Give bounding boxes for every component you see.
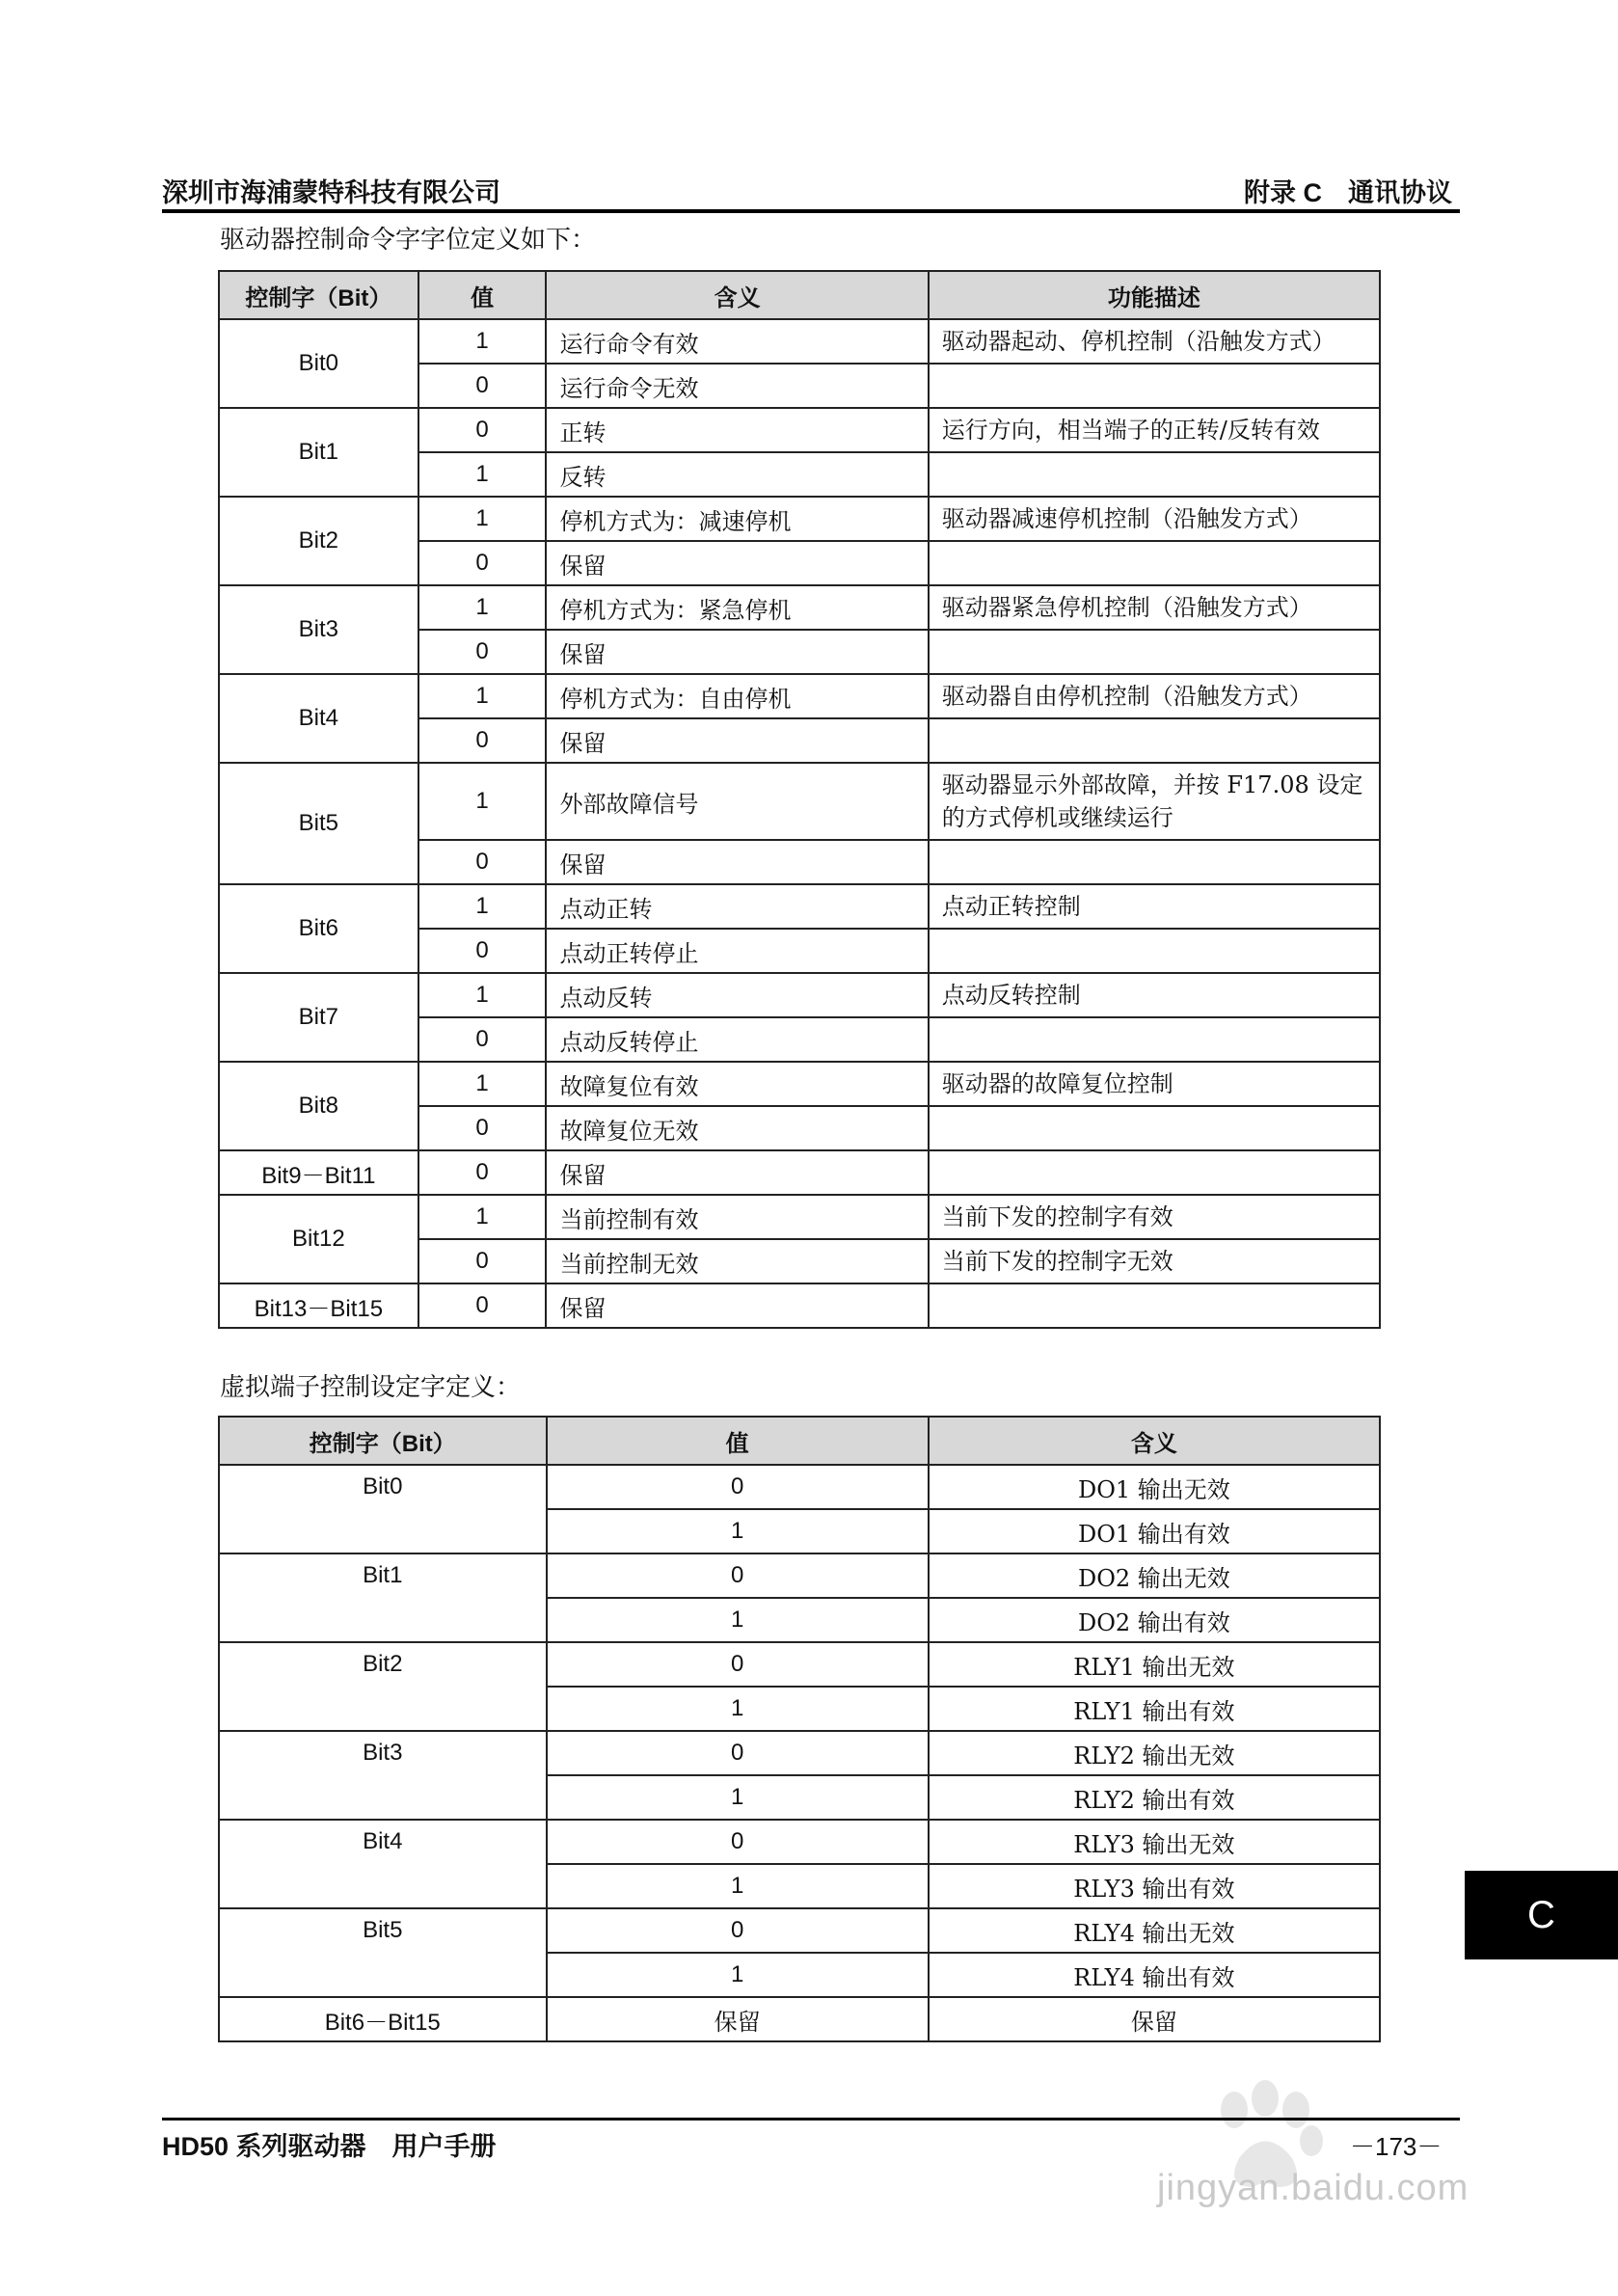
bit-cell: Bit8 xyxy=(219,1062,418,1150)
meaning-cell: 运行命令无效 xyxy=(546,364,928,408)
value-cell: 0 xyxy=(418,718,547,763)
value-cell: 0 xyxy=(418,929,547,973)
value-cell: 0 xyxy=(418,1239,547,1283)
meaning-cell: RLY4 输出无效 xyxy=(929,1908,1380,1953)
table-row xyxy=(219,585,1380,630)
col-header: 控制字（Bit） xyxy=(219,1417,547,1465)
meaning-cell: RLY1 输出有效 xyxy=(929,1687,1380,1731)
table-row xyxy=(219,408,1380,452)
meaning-cell: 停机方式为：减速停机 xyxy=(546,497,928,541)
bit-cell: Bit3 xyxy=(219,585,418,674)
value-cell: 0 xyxy=(418,541,547,585)
value-cell: 1 xyxy=(418,1195,547,1239)
meaning-cell: 点动正转停止 xyxy=(546,929,928,973)
table-row xyxy=(219,674,1380,718)
description-cell: 驱动器自由停机控制（沿触发方式） xyxy=(929,674,1380,718)
table-row xyxy=(219,1150,1380,1195)
header-rule xyxy=(162,209,1460,213)
meaning-cell: 保留 xyxy=(546,1150,928,1195)
col-header: 值 xyxy=(418,271,547,319)
table-row xyxy=(219,1195,1380,1239)
table-header-row xyxy=(219,271,1380,319)
description-cell: 驱动器显示外部故障，并按 F17.08 设定的方式停机或继续运行 xyxy=(929,763,1380,840)
page-number: －173－ xyxy=(1350,2132,1443,2161)
bit-cell: Bit0 xyxy=(219,1465,547,1553)
description-cell: 当前下发的控制字有效 xyxy=(929,1195,1380,1239)
bit-cell: Bit4 xyxy=(219,674,418,763)
meaning-cell: 正转 xyxy=(546,408,928,452)
value-cell: 1 xyxy=(547,1509,929,1553)
description-cell: 运行方向，相当端子的正转/反转有效 xyxy=(929,408,1380,452)
bit-cell: Bit3 xyxy=(219,1731,547,1820)
value-cell: 0 xyxy=(418,364,547,408)
bit-cell: Bit13－Bit15 xyxy=(219,1283,418,1328)
section2-intro: 虚拟端子控制设定字定义： xyxy=(220,1373,522,1402)
bit-cell: Bit9－Bit11 xyxy=(219,1150,418,1195)
bit-cell: Bit7 xyxy=(219,973,418,1062)
table-row xyxy=(219,497,1380,541)
description-cell xyxy=(929,718,1380,763)
meaning-cell: DO2 输出有效 xyxy=(929,1598,1380,1642)
value-cell: 0 xyxy=(547,1642,929,1687)
table-row xyxy=(219,763,1380,840)
bit-cell: Bit5 xyxy=(219,763,418,884)
description-cell: 驱动器紧急停机控制（沿触发方式） xyxy=(929,585,1380,630)
description-cell: 驱动器的故障复位控制 xyxy=(929,1062,1380,1106)
value-cell: 0 xyxy=(418,840,547,884)
col-header: 功能描述 xyxy=(929,271,1380,319)
meaning-cell: 保留 xyxy=(929,1997,1380,2041)
table-row xyxy=(219,1908,1380,1953)
meaning-cell: 当前控制无效 xyxy=(546,1239,928,1283)
value-cell: 1 xyxy=(547,1775,929,1820)
description-cell xyxy=(929,452,1380,497)
value-cell: 1 xyxy=(547,1864,929,1908)
meaning-cell: 保留 xyxy=(546,718,928,763)
footer-rule xyxy=(162,2118,1460,2120)
value-cell: 1 xyxy=(418,674,547,718)
meaning-cell: RLY3 输出无效 xyxy=(929,1820,1380,1864)
table-row xyxy=(219,319,1380,364)
col-header: 值 xyxy=(547,1417,929,1465)
meaning-cell: 反转 xyxy=(546,452,928,497)
chapter-side-tab: C xyxy=(1465,1871,1618,1959)
meaning-cell: 故障复位有效 xyxy=(546,1062,928,1106)
description-cell: 点动正转控制 xyxy=(929,884,1380,929)
page-header xyxy=(162,166,1460,206)
section1-intro: 驱动器控制命令字字位定义如下： xyxy=(220,226,597,255)
meaning-cell: 停机方式为：自由停机 xyxy=(546,674,928,718)
description-cell: 当前下发的控制字无效 xyxy=(929,1239,1380,1283)
description-cell xyxy=(929,630,1380,674)
table-row xyxy=(219,1997,1380,2041)
meaning-cell: 保留 xyxy=(546,1283,928,1328)
meaning-cell: RLY2 输出有效 xyxy=(929,1775,1380,1820)
meaning-cell: RLY1 输出无效 xyxy=(929,1642,1380,1687)
value-cell: 0 xyxy=(418,1017,547,1062)
bit-cell: Bit0 xyxy=(219,319,418,408)
value-cell: 1 xyxy=(418,497,547,541)
value-cell: 1 xyxy=(418,973,547,1017)
value-cell: 1 xyxy=(418,1062,547,1106)
description-cell: 驱动器减速停机控制（沿触发方式） xyxy=(929,497,1380,541)
value-cell: 1 xyxy=(418,763,547,840)
bit-cell: Bit4 xyxy=(219,1820,547,1908)
value-cell: 1 xyxy=(547,1598,929,1642)
value-cell: 0 xyxy=(418,1106,547,1150)
bit-cell: Bit6－Bit15 xyxy=(219,1997,547,2041)
value-cell: 0 xyxy=(418,408,547,452)
meaning-cell: 点动反转停止 xyxy=(546,1017,928,1062)
value-cell: 0 xyxy=(418,630,547,674)
col-header: 控制字（Bit） xyxy=(219,271,418,319)
meaning-cell: 保留 xyxy=(546,541,928,585)
bit-cell: Bit5 xyxy=(219,1908,547,1997)
meaning-cell: 保留 xyxy=(546,840,928,884)
description-cell xyxy=(929,929,1380,973)
table-row xyxy=(219,973,1380,1017)
value-cell: 0 xyxy=(418,1283,547,1328)
table-row xyxy=(219,1062,1380,1106)
bit-cell: Bit12 xyxy=(219,1195,418,1283)
bit-cell: Bit6 xyxy=(219,884,418,973)
meaning-cell: DO1 输出有效 xyxy=(929,1509,1380,1553)
bit-cell: Bit2 xyxy=(219,1642,547,1731)
meaning-cell: 故障复位无效 xyxy=(546,1106,928,1150)
meaning-cell: RLY4 输出有效 xyxy=(929,1953,1380,1997)
table-row xyxy=(219,1553,1380,1598)
description-cell xyxy=(929,1150,1380,1195)
value-cell: 0 xyxy=(547,1908,929,1953)
value-cell: 0 xyxy=(547,1820,929,1864)
control-word-table xyxy=(218,270,1381,1329)
table-row xyxy=(219,1465,1380,1509)
meaning-cell: 外部故障信号 xyxy=(546,763,928,840)
bit-cell: Bit1 xyxy=(219,408,418,497)
description-cell xyxy=(929,1017,1380,1062)
table-row xyxy=(219,1283,1380,1328)
table-header-row xyxy=(219,1417,1380,1465)
value-cell: 0 xyxy=(418,1150,547,1195)
value-cell: 0 xyxy=(547,1553,929,1598)
description-cell xyxy=(929,541,1380,585)
description-cell xyxy=(929,840,1380,884)
watermark-text: jingyan.baidu.com xyxy=(1157,2168,1470,2208)
virtual-terminal-table xyxy=(218,1416,1381,2042)
meaning-cell: 点动反转 xyxy=(546,973,928,1017)
table-row xyxy=(219,1731,1380,1775)
description-cell xyxy=(929,364,1380,408)
manual-title: HD50 系列驱动器 用户手册 xyxy=(162,2132,497,2161)
meaning-cell: RLY3 输出有效 xyxy=(929,1864,1380,1908)
meaning-cell: DO2 输出无效 xyxy=(929,1553,1380,1598)
chapter-title: 附录 C 通讯协议 xyxy=(1244,178,1452,207)
bit-cell: Bit1 xyxy=(219,1553,547,1642)
value-cell: 0 xyxy=(547,1465,929,1509)
description-cell: 驱动器起动、停机控制（沿触发方式） xyxy=(929,319,1380,364)
value-cell: 保留 xyxy=(547,1997,929,2041)
company-name: 深圳市海浦蒙特科技有限公司 xyxy=(162,178,500,207)
table-row xyxy=(219,884,1380,929)
value-cell: 1 xyxy=(418,319,547,364)
meaning-cell: 点动正转 xyxy=(546,884,928,929)
value-cell: 1 xyxy=(418,884,547,929)
value-cell: 1 xyxy=(547,1953,929,1997)
description-cell: 点动反转控制 xyxy=(929,973,1380,1017)
meaning-cell: DO1 输出无效 xyxy=(929,1465,1380,1509)
meaning-cell: RLY2 输出无效 xyxy=(929,1731,1380,1775)
description-cell xyxy=(929,1283,1380,1328)
table-row xyxy=(219,1642,1380,1687)
value-cell: 1 xyxy=(418,452,547,497)
value-cell: 0 xyxy=(547,1731,929,1775)
meaning-cell: 当前控制有效 xyxy=(546,1195,928,1239)
table-row xyxy=(219,1820,1380,1864)
bit-cell: Bit2 xyxy=(219,497,418,585)
meaning-cell: 停机方式为：紧急停机 xyxy=(546,585,928,630)
value-cell: 1 xyxy=(547,1687,929,1731)
meaning-cell: 保留 xyxy=(546,630,928,674)
value-cell: 1 xyxy=(418,585,547,630)
meaning-cell: 运行命令有效 xyxy=(546,319,928,364)
description-cell xyxy=(929,1106,1380,1150)
col-header: 含义 xyxy=(929,1417,1380,1465)
col-header: 含义 xyxy=(546,271,928,319)
